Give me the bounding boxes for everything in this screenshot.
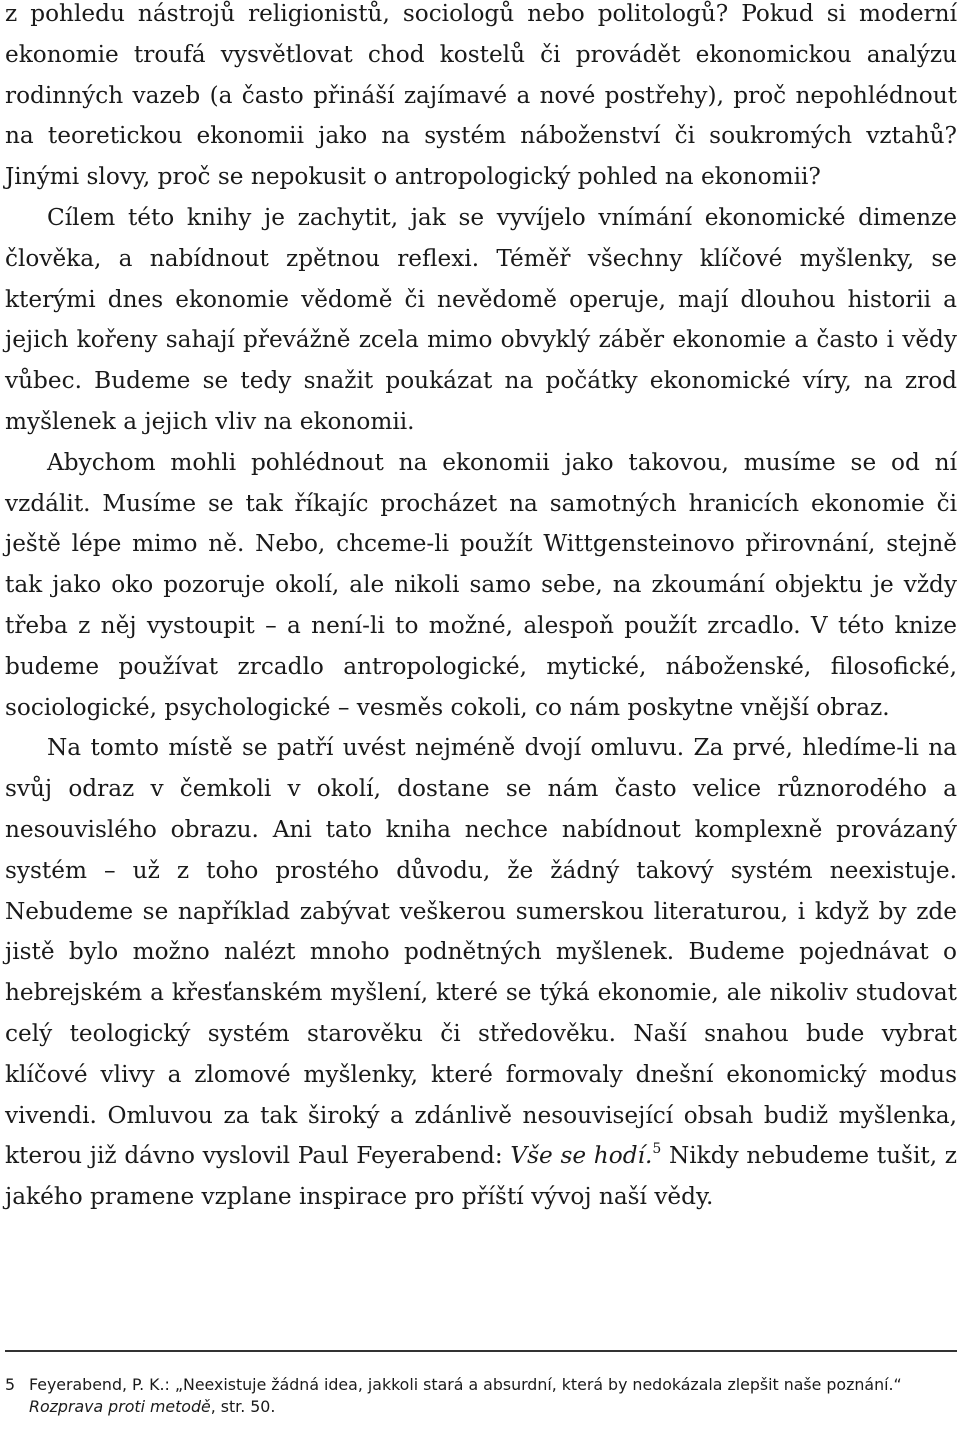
footnote-number: 5: [5, 1375, 16, 1394]
paragraph-4-text-end: Nikdy nebudeme tušit, z jakého pramene vzplane inspirace pro příští vývoj naší vědy.: [5, 1142, 957, 1211]
paragraph-1-text: z pohledu nástrojů religionistů, sociologů nebo politologů? Pokud si moderní ekonomie troufá vysvětlovat chod kostelů či provádět ekonomickou analýzu rodinných vazeb (a často přináší zajímavé a nové postřehy), proč nepohlédnout na teoretickou ekonomii jako na systém náboženství či soukromých vztahů? Jinými slovy, proč se nepokusit o antropologický pohled na ekonomii?: [5, 0, 957, 191]
paragraph-3-text: Abychom mohli pohlédnout na ekonomii jako takovou, musíme se od ní vzdálit. Musíme se tak říkajíc procházet na samotných hranicích ekonomie či ještě lépe mimo ně. Nebo, chceme-li použít Wittgensteinovo přirovnání, stejně tak jako oko pozoruje okolí, ale nikoli samo sebe, na zkoumání objektu je vždy třeba z něj vystoupit – a není-li to možné, alespoň použít zrcadlo. V této knize budeme používat zrcadlo antropologické, mytické, náboženské, filosofické, sociologické, psychologické – vesměs cokoli, co nám poskytne vnější obraz.: [5, 448, 957, 721]
paragraph-4: [5, 728, 957, 1218]
footnote-source-title: Rozprava proti metodě: [29, 1397, 211, 1416]
paragraph-2: [5, 198, 957, 443]
footnote: [5, 1374, 957, 1418]
paragraph-3: [5, 443, 957, 729]
book-page: [5, 0, 957, 1429]
footnote-divider: [5, 1350, 957, 1352]
book-title-italic: Vše se hodí: [510, 1142, 645, 1170]
footnote-reference[interactable]: 5: [652, 1141, 662, 1158]
italic-period: .: [644, 1142, 653, 1170]
footnote-source-page: , str. 50.: [210, 1397, 276, 1416]
body-text: [5, 0, 957, 1218]
paragraph-1: [5, 0, 957, 198]
footnote-text: Feyerabend, P. K.: „Neexistuje žádná idea, jakkoli stará a absurdní, která by nedokázala zlepšit naše poznání.“: [29, 1375, 902, 1394]
paragraph-4-text: Na tomto místě se patří uvést nejméně dvojí omluvu. Za prvé, hledíme-li na svůj odraz v čemkoli v okolí, dostane se nám často velice různorodého a nesouvislého obrazu. Ani tato kniha nechce nabídnout komplexně provázaný systém – už z toho prostého důvodu, že žádný takový systém neexistuje. Nebudeme se například zabývat veškerou sumerskou literaturou, i když by zde jistě bylo možno nalézt mnoho podnětných myšlenek. Budeme pojednávat o hebrejském a křesťanském myšlení, které se týká ekonomie, ale nikoliv studovat celý teologický systém starověku či středověku. Naší snahou bude vybrat klíčové vlivy a zlomové myšlenky, které formovaly dnešní ekonomický modus vivendi. Omluvou za tak široký a zdánlivě nesouvisející obsah budiž myšlenka, kterou již dávno vyslovil Paul Feyerabend:: [5, 734, 957, 1170]
footnote-line-2: [5, 1396, 957, 1418]
paragraph-2-text: Cílem této knihy je zachytit, jak se vyvíjelo vnímání ekonomické dimenze člověka, a nabídnout zpětnou reflexi. Téměř všechny klíčové myšlenky, se kterými dnes ekonomie vědomě či nevědomě operuje, mají dlouhou historii a jejich kořeny sahají převážně zcela mimo obvyklý záběr ekonomie a často i vědy vůbec. Budeme se tedy snažit poukázat na počátky ekonomické víry, na zrod myšlenek a jejich vliv na ekonomii.: [5, 203, 957, 435]
footnote-line-1: [5, 1374, 957, 1396]
